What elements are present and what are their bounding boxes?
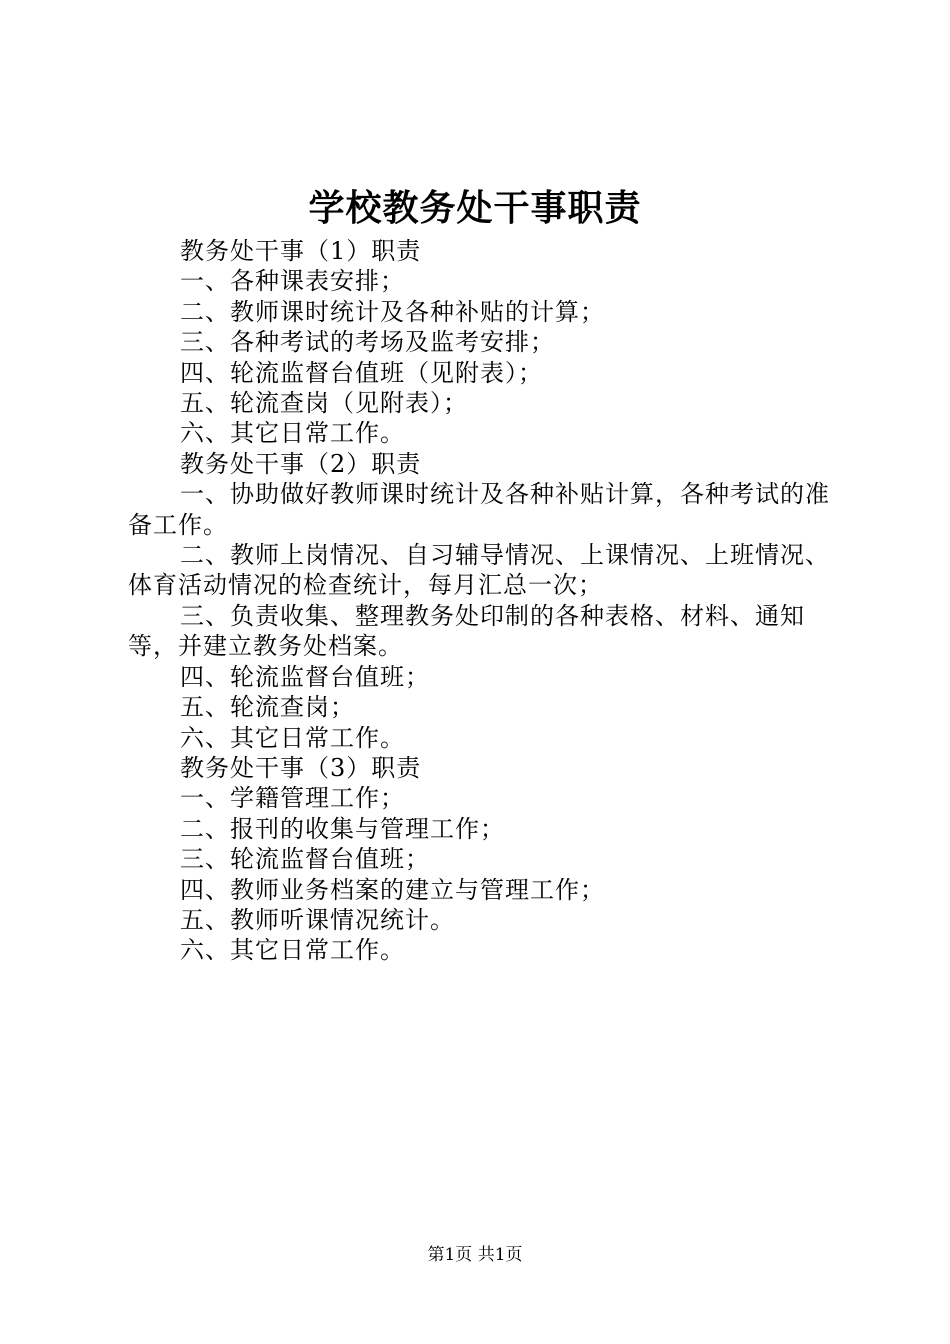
paragraph: 四、教师业务档案的建立与管理工作； [180, 875, 605, 904]
page-footer: 第1页 共1页 [427, 1245, 523, 1265]
paragraph: 三、各种考试的考场及监考安排； [180, 328, 555, 357]
paragraph: 教务处干事（2）职责 [180, 449, 422, 478]
paragraph: 一、学籍管理工作； [180, 784, 405, 813]
paragraph: 教务处干事（3）职责 [180, 753, 422, 782]
paragraph: 五、教师听课情况统计。 [180, 905, 455, 934]
paragraph: 教务处干事（1）职责 [180, 237, 422, 265]
paragraph: 一、各种课表安排； [180, 267, 405, 296]
paragraph: 二、报刊的收集与管理工作； [180, 814, 505, 843]
document-body [128, 236, 838, 966]
paragraph: 二、教师上岗情况、自习辅导情况、上课情况、上班情况、体育活动情况的检查统计，每月汇总一次； [128, 541, 830, 600]
paragraph: 一、协助做好教师课时统计及各种补贴计算，各种考试的准备工作。 [128, 480, 830, 539]
paragraph: 四、轮流监督台值班（见附表）； [180, 358, 543, 387]
document-title: 学校教务处干事职责 [308, 187, 642, 229]
paragraph: 六、其它日常工作。 [180, 419, 405, 448]
paragraph: 六、其它日常工作。 [180, 723, 405, 752]
paragraph: 三、轮流监督台值班； [180, 845, 430, 874]
paragraph: 二、教师课时统计及各种补贴的计算； [180, 297, 605, 326]
paragraph: 三、负责收集、整理教务处印制的各种表格、材料、通知等，并建立教务处档案。 [128, 601, 805, 661]
paragraph: 五、轮流查岗（见附表）； [180, 389, 468, 418]
paragraph: 六、其它日常工作。 [180, 936, 405, 965]
paragraph: 五、轮流查岗； [180, 693, 355, 722]
paragraph: 四、轮流监督台值班； [180, 662, 430, 691]
